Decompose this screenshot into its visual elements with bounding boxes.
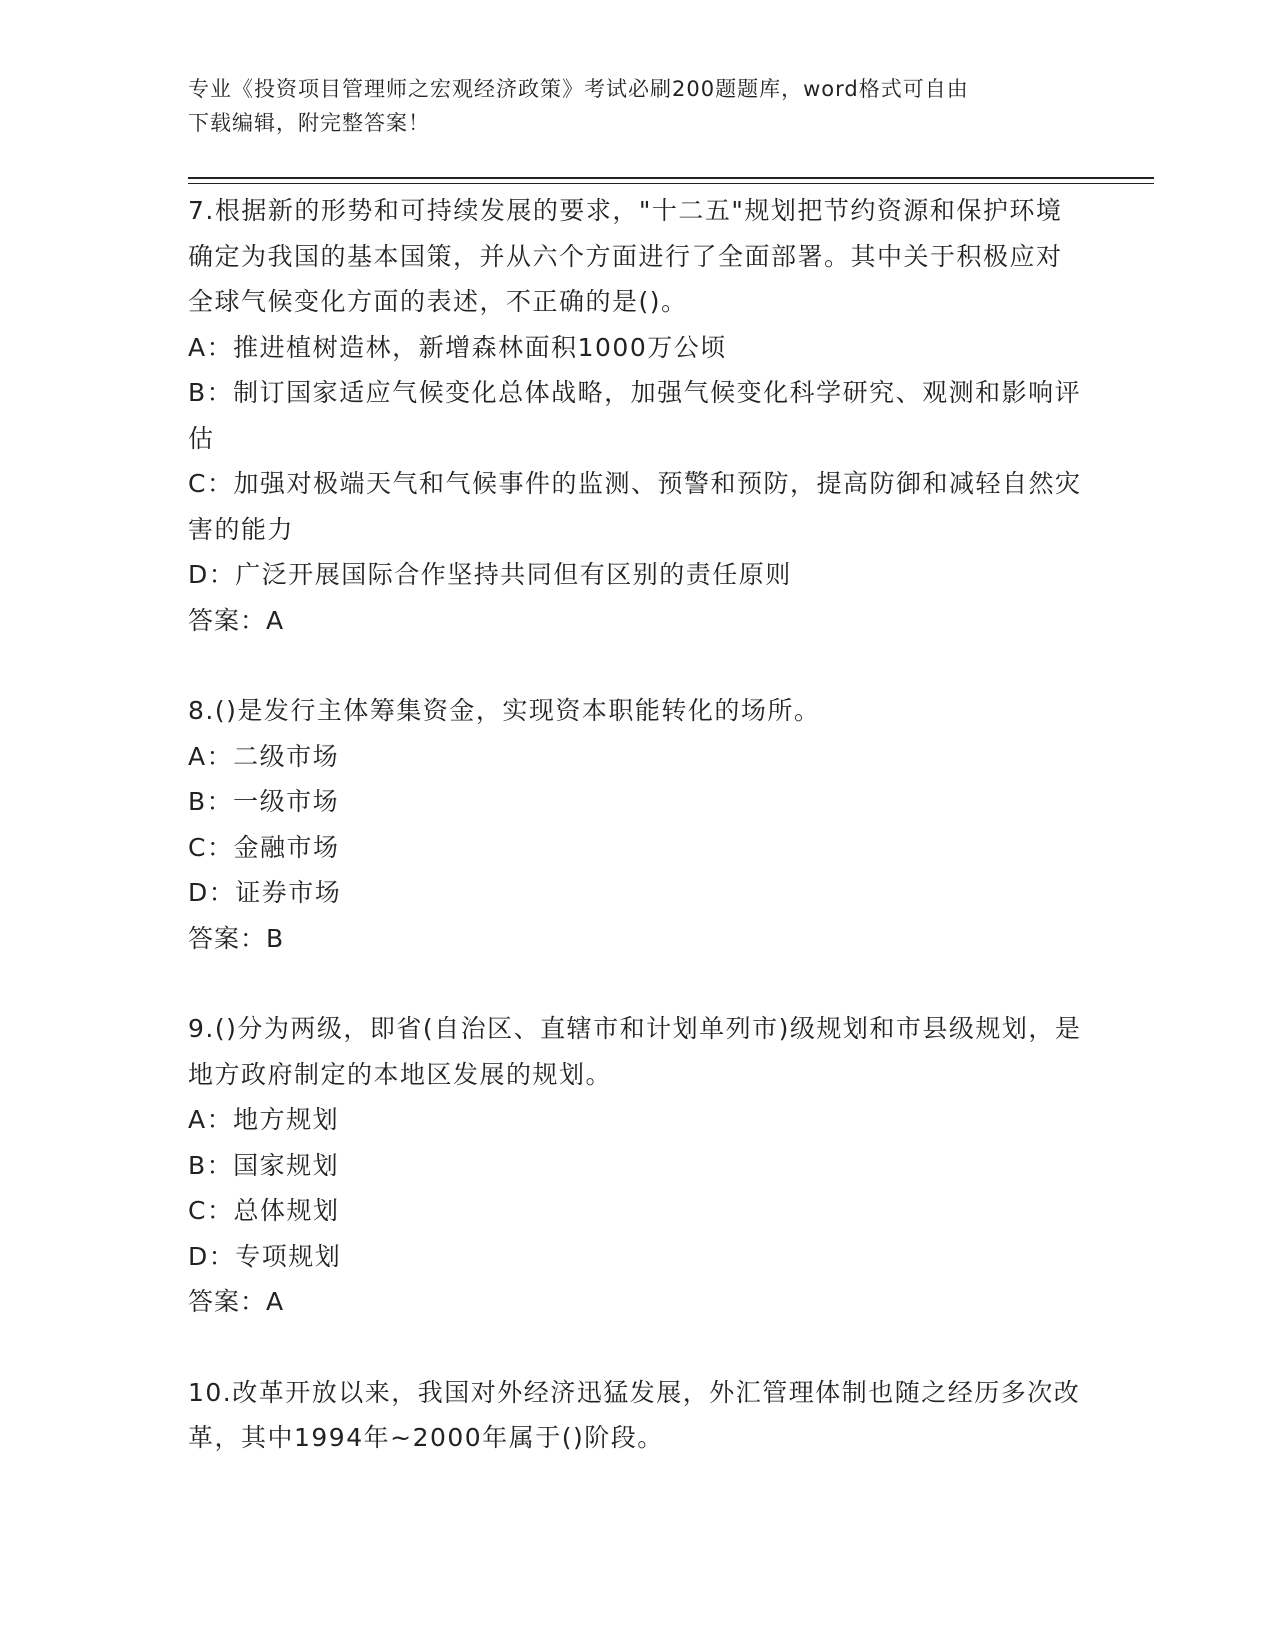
option-a: A：推进植树造林，新增森林面积1000万公顷 — [188, 332, 727, 362]
header-divider-thin — [188, 183, 1154, 184]
option-a: A：二级市场 — [188, 741, 340, 771]
option-b: B：一级市场 — [188, 787, 340, 816]
header-line-2: 下载编辑，附完整答案！ — [188, 111, 430, 135]
question-10 — [188, 1370, 1088, 1461]
question-text: 7.根据新的形势和可持续发展的要求，"十二五"规划把节约资源和保护环境确定为我国的基本国策，并从六个方面进行了全面部署。其中关于积极应对全球气候变化方面的表述，不正确的是()。 — [188, 196, 1063, 316]
option-d: D：广泛开展国际合作坚持共同但有区别的责任原则 — [188, 560, 792, 589]
option-c: C：总体规划 — [188, 1196, 340, 1225]
option-b: B：国家规划 — [188, 1150, 340, 1180]
option-d: D：专项规划 — [188, 1241, 342, 1271]
document-header — [188, 72, 1068, 140]
option-d: D：证券市场 — [188, 878, 342, 907]
question-text: 9.()分为两级，即省(自治区、直辖市和计划单列市)级规划和市县级规划，是地方政府制定的本地区发展的规划。 — [188, 1014, 1082, 1089]
option-a: A：地方规划 — [188, 1105, 340, 1134]
answer: 答案：A — [188, 1287, 285, 1316]
question-text: 10.改革开放以来，我国对外经济迅猛发展，外汇管理体制也随之经历多次改革，其中1994年~2000年属于()阶段。 — [188, 1377, 1081, 1452]
option-c: C：金融市场 — [188, 832, 340, 862]
question-list — [188, 188, 1088, 1506]
answer: 答案：A — [188, 605, 285, 635]
question-9 — [188, 1006, 1088, 1325]
answer: 答案：B — [188, 923, 285, 953]
question-text: 8.()是发行主体筹集资金，实现资本职能转化的场所。 — [188, 696, 821, 725]
option-b: B：制订国家适应气候变化总体战略，加强气候变化科学研究、观测和影响评估 — [188, 378, 1082, 453]
header-divider-thick — [188, 177, 1154, 179]
option-c: C：加强对极端天气和气候事件的监测、预警和预防，提高防御和减轻自然灾害的能力 — [188, 469, 1082, 544]
question-7 — [188, 188, 1088, 643]
question-8 — [188, 688, 1088, 961]
header-line-1: 专业《投资项目管理师之宏观经济政策》考试必刷200题题库，word格式可自由 — [188, 77, 969, 101]
